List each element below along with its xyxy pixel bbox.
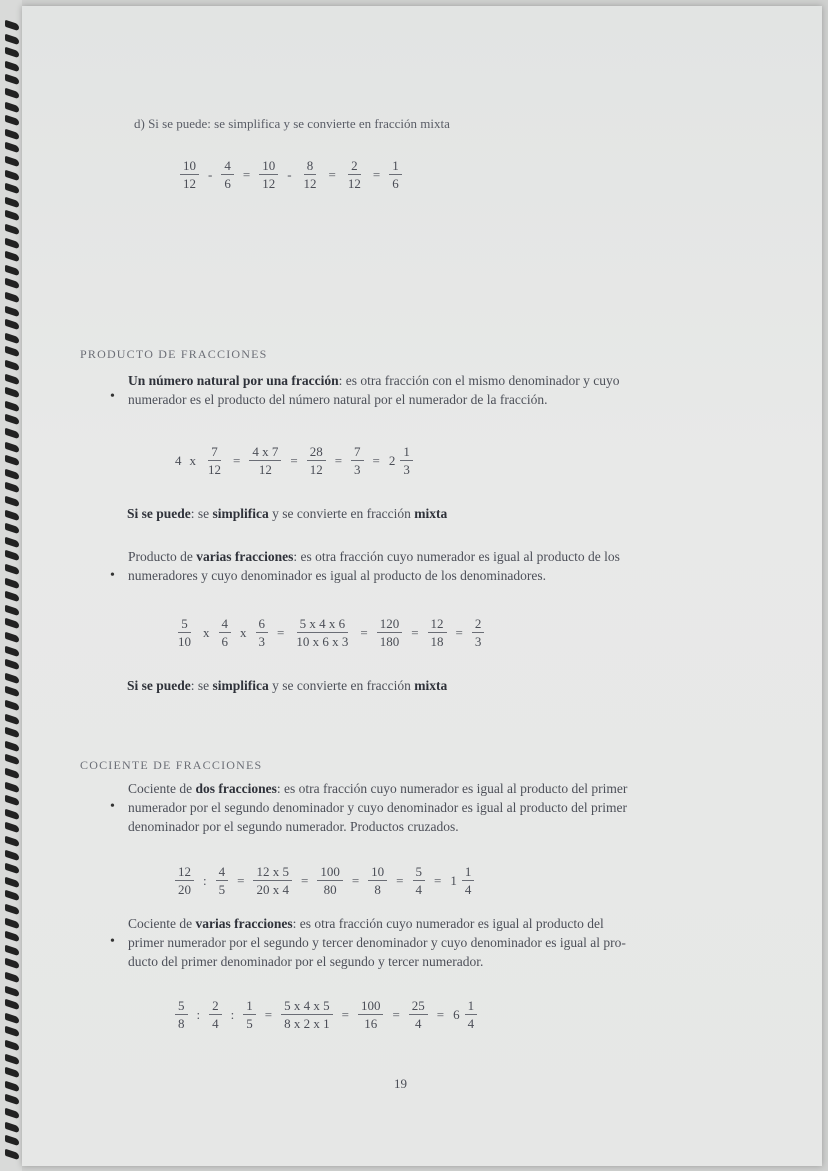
intro-equation <box>177 158 405 191</box>
spiral-ring <box>5 1067 19 1079</box>
text: numerador por el segundo denominador y cuyo denominador es igual al producto del primer <box>128 800 627 815</box>
spiral-ring <box>5 210 19 222</box>
numerator: 10 <box>259 158 278 175</box>
bullet-marker: • <box>110 799 115 814</box>
numerator: 120 <box>377 616 403 633</box>
spiral-ring <box>5 795 19 807</box>
numerator: 5 <box>413 864 426 881</box>
spiral-ring <box>5 61 19 73</box>
denominator: 12 <box>183 176 196 191</box>
operator: = <box>436 1006 445 1022</box>
spiral-ring <box>5 305 19 317</box>
spiral-ring <box>5 1094 19 1106</box>
fraction <box>180 158 199 191</box>
fraction <box>317 864 343 897</box>
operator: = <box>300 872 309 888</box>
spiral-ring <box>5 1121 19 1133</box>
fraction <box>301 158 320 191</box>
denominator: 6 <box>224 176 231 191</box>
bold-text: simplifica <box>212 506 269 521</box>
text: ducto del primer denominador por el segundo y tercer numerador. <box>128 954 484 969</box>
bold-text: Si se puede <box>127 678 191 693</box>
spiral-ring <box>5 645 19 657</box>
bullet-marker: • <box>110 934 115 949</box>
denominator: 6 <box>221 634 228 649</box>
spiral-ring <box>5 47 19 59</box>
bullet-marker: • <box>110 568 115 583</box>
producto-bullet-1 <box>128 371 768 409</box>
spiral-ring <box>5 469 19 481</box>
fraction <box>377 616 403 649</box>
text: : es otra fracción cuyo numerador es igual al producto de los <box>293 549 620 564</box>
operator: = <box>455 624 463 640</box>
text: Cociente de <box>128 781 196 796</box>
numerator: 12 <box>175 864 194 881</box>
text: : se <box>190 506 213 521</box>
denominator: 6 <box>392 176 399 191</box>
numerator: 10 <box>368 864 387 881</box>
fraction <box>400 444 413 477</box>
spiral-ring <box>5 224 19 236</box>
spiral-ring <box>5 333 19 345</box>
operator: = <box>264 1006 273 1022</box>
operator: : <box>230 1006 235 1022</box>
bold-text: Si se puede <box>127 506 191 521</box>
whole-number: 2 <box>388 452 396 468</box>
spiral-ring <box>5 754 19 766</box>
spiral-ring <box>5 890 19 902</box>
cociente-bullet-1 <box>128 779 788 836</box>
denominator: 80 <box>323 882 337 897</box>
denominator: 12 <box>309 462 323 477</box>
fraction <box>293 616 351 649</box>
fraction <box>256 616 269 649</box>
text: : es otra fracción cuyo numerador es igual al producto del primer <box>276 781 628 796</box>
spiral-ring <box>5 550 19 562</box>
spiral-ring <box>5 605 19 617</box>
fraction <box>351 444 364 477</box>
numerator: 4 <box>221 158 234 175</box>
denominator: 180 <box>379 634 400 649</box>
fraction <box>307 444 326 477</box>
spiral-ring <box>5 659 19 671</box>
text: y se convierte en fracción <box>268 678 415 693</box>
spiral-ring <box>5 237 19 249</box>
spiral-ring <box>5 509 19 521</box>
operator: x <box>189 452 196 468</box>
denominator: 8 <box>178 1016 185 1031</box>
fraction <box>175 616 194 649</box>
text: Cociente de <box>128 916 196 931</box>
fraction <box>428 616 447 649</box>
spiral-ring <box>5 373 19 385</box>
fraction <box>219 616 232 649</box>
spiral-ring <box>5 183 19 195</box>
spiral-ring <box>5 74 19 86</box>
spiral-ring <box>5 577 19 589</box>
numerator: 1 <box>465 998 478 1015</box>
spiral-ring <box>5 156 19 168</box>
intro-line: d) Si se puede: se simplifica y se convierte en fracción mixta <box>134 116 450 131</box>
operator: = <box>334 452 343 468</box>
spiral-ring <box>5 319 19 331</box>
producto-equation-1 <box>172 444 416 477</box>
fraction <box>368 864 387 897</box>
fraction <box>465 998 478 1031</box>
whole-number: 6 <box>453 1006 460 1022</box>
denominator: 10 x 6 x 3 <box>296 634 349 649</box>
numerator: 100 <box>358 998 384 1015</box>
spiral-ring <box>5 863 19 875</box>
operator: - <box>208 166 213 182</box>
fraction <box>221 158 234 191</box>
fraction <box>259 158 278 191</box>
text: y se convierte en fracción <box>268 506 415 521</box>
spiral-ring <box>5 360 19 372</box>
bold-term: varias fracciones <box>195 916 293 931</box>
text: denominador por el segundo numerador. Productos cruzados. <box>128 819 459 834</box>
whole-number: 1 <box>450 872 457 888</box>
bold-text: mixta <box>414 506 448 521</box>
spiral-ring <box>5 741 19 753</box>
operator: = <box>277 624 285 640</box>
spiral-ring <box>5 768 19 780</box>
numerator: 25 <box>409 998 428 1015</box>
spiral-ring <box>5 33 19 45</box>
spiral-ring <box>5 972 19 984</box>
numerator: 5 <box>178 616 191 633</box>
spiral-ring <box>5 414 19 426</box>
numerator: 7 <box>351 444 364 461</box>
cociente-equation-2 <box>172 998 480 1031</box>
text: numerador es el producto del número natural por el numerador de la fracción. <box>128 392 548 407</box>
spiral-ring <box>5 917 19 929</box>
spiral-ring <box>5 115 19 127</box>
denominator: 20 <box>178 882 191 897</box>
denominator: 8 x 2 x 1 <box>284 1016 330 1031</box>
fraction <box>413 864 426 897</box>
operator: - <box>287 166 292 182</box>
fraction <box>249 444 281 477</box>
spiral-ring <box>5 822 19 834</box>
text: primer numerador por el segundo y tercer denominador y cuyo denominador es igual al pro- <box>128 935 626 950</box>
heading-producto: PRODUCTO DE FRACCIONES <box>80 347 268 361</box>
spiral-ring <box>5 428 19 440</box>
spiral-ring <box>5 1149 19 1161</box>
fraction <box>253 864 292 897</box>
denominator: 4 <box>415 882 422 897</box>
spiral-ring <box>5 958 19 970</box>
fraction <box>389 158 402 191</box>
fraction <box>345 158 364 191</box>
spiral-ring <box>5 836 19 848</box>
bold-term: varias fracciones <box>196 549 294 564</box>
spiral-ring <box>5 632 19 644</box>
numerator: 7 <box>208 444 221 461</box>
denominator: 4 <box>212 1016 219 1031</box>
numerator: 1 <box>243 998 256 1015</box>
spiral-ring <box>5 849 19 861</box>
denominator: 4 <box>467 1016 475 1031</box>
operator: = <box>360 624 368 640</box>
operator: : <box>196 1006 201 1022</box>
operator: = <box>242 166 251 182</box>
denominator: 8 <box>374 882 381 897</box>
spiral-ring <box>5 169 19 181</box>
fraction <box>281 998 333 1031</box>
spiral-ring <box>5 482 19 494</box>
fraction <box>243 998 256 1031</box>
spiral-ring <box>5 401 19 413</box>
spiral-ring <box>5 985 19 997</box>
producto-equation-2 <box>172 616 487 649</box>
bold-text: simplifica <box>212 678 269 693</box>
denominator: 5 <box>218 882 226 897</box>
text: Producto de <box>128 549 197 564</box>
spiral-ring <box>5 101 19 113</box>
bold-term: dos fracciones <box>195 781 277 796</box>
spiral-ring <box>5 781 19 793</box>
spiral-ring <box>5 251 19 263</box>
cociente-bullet-2 <box>128 914 798 971</box>
bullet-marker: • <box>110 389 115 404</box>
spiral-ring <box>5 809 19 821</box>
spiral-ring <box>5 278 19 290</box>
spiral-ring <box>5 197 19 209</box>
spiral-ring <box>5 673 19 685</box>
bold-text: mixta <box>414 678 448 693</box>
fraction <box>209 998 222 1031</box>
numerator: 4 <box>219 616 232 633</box>
numerator: 5 <box>175 998 188 1015</box>
spiral-ring <box>5 1013 19 1025</box>
fraction <box>409 998 428 1031</box>
heading-cociente: COCIENTE DE FRACCIONES <box>80 758 263 772</box>
numerator: 6 <box>256 616 269 633</box>
spiral-ring <box>5 142 19 154</box>
operator: = <box>411 624 419 640</box>
denominator: 16 <box>364 1016 378 1031</box>
numerator: 1 <box>389 158 402 175</box>
denominator: 3 <box>403 462 410 477</box>
spiral-ring <box>5 88 19 100</box>
operator: = <box>237 872 245 888</box>
denominator: 12 <box>347 176 361 191</box>
spiral-ring <box>5 713 19 725</box>
spiral-ring <box>5 945 19 957</box>
denominator: 12 <box>208 462 221 477</box>
denominator: 5 <box>246 1016 253 1031</box>
spiral-ring <box>5 686 19 698</box>
denominator: 4 <box>464 882 472 897</box>
spiral-ring <box>5 523 19 535</box>
spiral-binding <box>0 0 22 1171</box>
spiral-ring <box>5 1081 19 1093</box>
spiral-ring <box>5 387 19 399</box>
operator: = <box>351 872 360 888</box>
page-number: 19 <box>394 1076 407 1091</box>
numerator: 12 <box>428 616 447 633</box>
spiral-ring <box>5 700 19 712</box>
numerator: 4 <box>216 864 229 881</box>
operator: = <box>372 166 381 182</box>
spiral-ring <box>5 1053 19 1065</box>
spiral-ring <box>5 346 19 358</box>
spiral-ring <box>5 564 19 576</box>
spiral-ring <box>5 591 19 603</box>
producto-note-1 <box>127 506 447 522</box>
fraction <box>175 864 194 897</box>
denominator: 18 <box>430 634 444 649</box>
spiral-ring <box>5 1040 19 1052</box>
operator: = <box>233 452 241 468</box>
spiral-ring <box>5 618 19 630</box>
denominator: 12 <box>262 176 276 191</box>
spiral-ring <box>5 1026 19 1038</box>
text: : es otra fracción con el mismo denominador y cuyo <box>338 373 620 388</box>
numerator: 2 <box>472 616 485 633</box>
denominator: 12 <box>258 462 272 477</box>
denominator: 12 <box>303 176 317 191</box>
fraction <box>358 998 384 1031</box>
spiral-ring <box>5 265 19 277</box>
denominator: 20 x 4 <box>256 882 289 897</box>
text: numeradores y cuyo denominador es igual al producto de los denominadores. <box>128 568 547 583</box>
numerator: 12 x 5 <box>253 864 292 881</box>
spiral-ring <box>5 1108 19 1120</box>
denominator: 10 <box>178 634 191 649</box>
producto-note-2 <box>127 678 447 694</box>
operator: = <box>434 872 442 888</box>
spiral-ring <box>5 877 19 889</box>
numerator: 4 x 7 <box>249 444 281 461</box>
numerator: 2 <box>209 998 222 1015</box>
bold-term: Un número natural por una fracción <box>128 373 339 388</box>
whole-number: 4 <box>175 452 182 468</box>
spiral-ring <box>5 129 19 141</box>
fraction <box>175 998 188 1031</box>
spiral-ring <box>5 292 19 304</box>
operator: x <box>203 624 210 640</box>
fraction <box>205 444 224 477</box>
denominator: 3 <box>354 462 361 477</box>
operator: = <box>372 452 380 468</box>
spiral-ring <box>5 441 19 453</box>
numerator: 10 <box>180 158 199 175</box>
numerator: 5 x 4 x 6 <box>297 616 349 633</box>
operator: = <box>392 1006 400 1022</box>
numerator: 1 <box>400 444 413 461</box>
operator: = <box>396 872 404 888</box>
operator: x <box>240 624 247 640</box>
numerator: 5 x 4 x 5 <box>281 998 333 1015</box>
cociente-equation-1 <box>172 864 477 897</box>
text: : se <box>190 678 213 693</box>
fraction <box>462 864 475 897</box>
spiral-ring <box>5 537 19 549</box>
fraction <box>216 864 229 897</box>
spiral-ring <box>5 904 19 916</box>
producto-bullet-2 <box>128 547 778 585</box>
operator: : <box>203 872 207 888</box>
spiral-ring <box>5 20 19 32</box>
notebook-page <box>22 6 822 1166</box>
numerator: 100 <box>317 864 343 881</box>
denominator: 4 <box>415 1016 422 1031</box>
numerator: 8 <box>304 158 317 175</box>
numerator: 2 <box>348 158 361 175</box>
spiral-ring <box>5 999 19 1011</box>
spiral-ring <box>5 455 19 467</box>
operator: = <box>341 1006 349 1022</box>
denominator: 3 <box>474 634 482 649</box>
spiral-ring <box>5 727 19 739</box>
spiral-ring <box>5 496 19 508</box>
fraction <box>472 616 485 649</box>
operator: = <box>290 452 298 468</box>
spiral-ring <box>5 1135 19 1147</box>
operator: = <box>328 166 336 182</box>
spiral-ring <box>5 931 19 943</box>
denominator: 3 <box>258 634 265 649</box>
text: : es otra fracción cuyo numerador es igual al producto del <box>292 916 604 931</box>
numerator: 1 <box>462 864 475 881</box>
numerator: 28 <box>307 444 326 461</box>
